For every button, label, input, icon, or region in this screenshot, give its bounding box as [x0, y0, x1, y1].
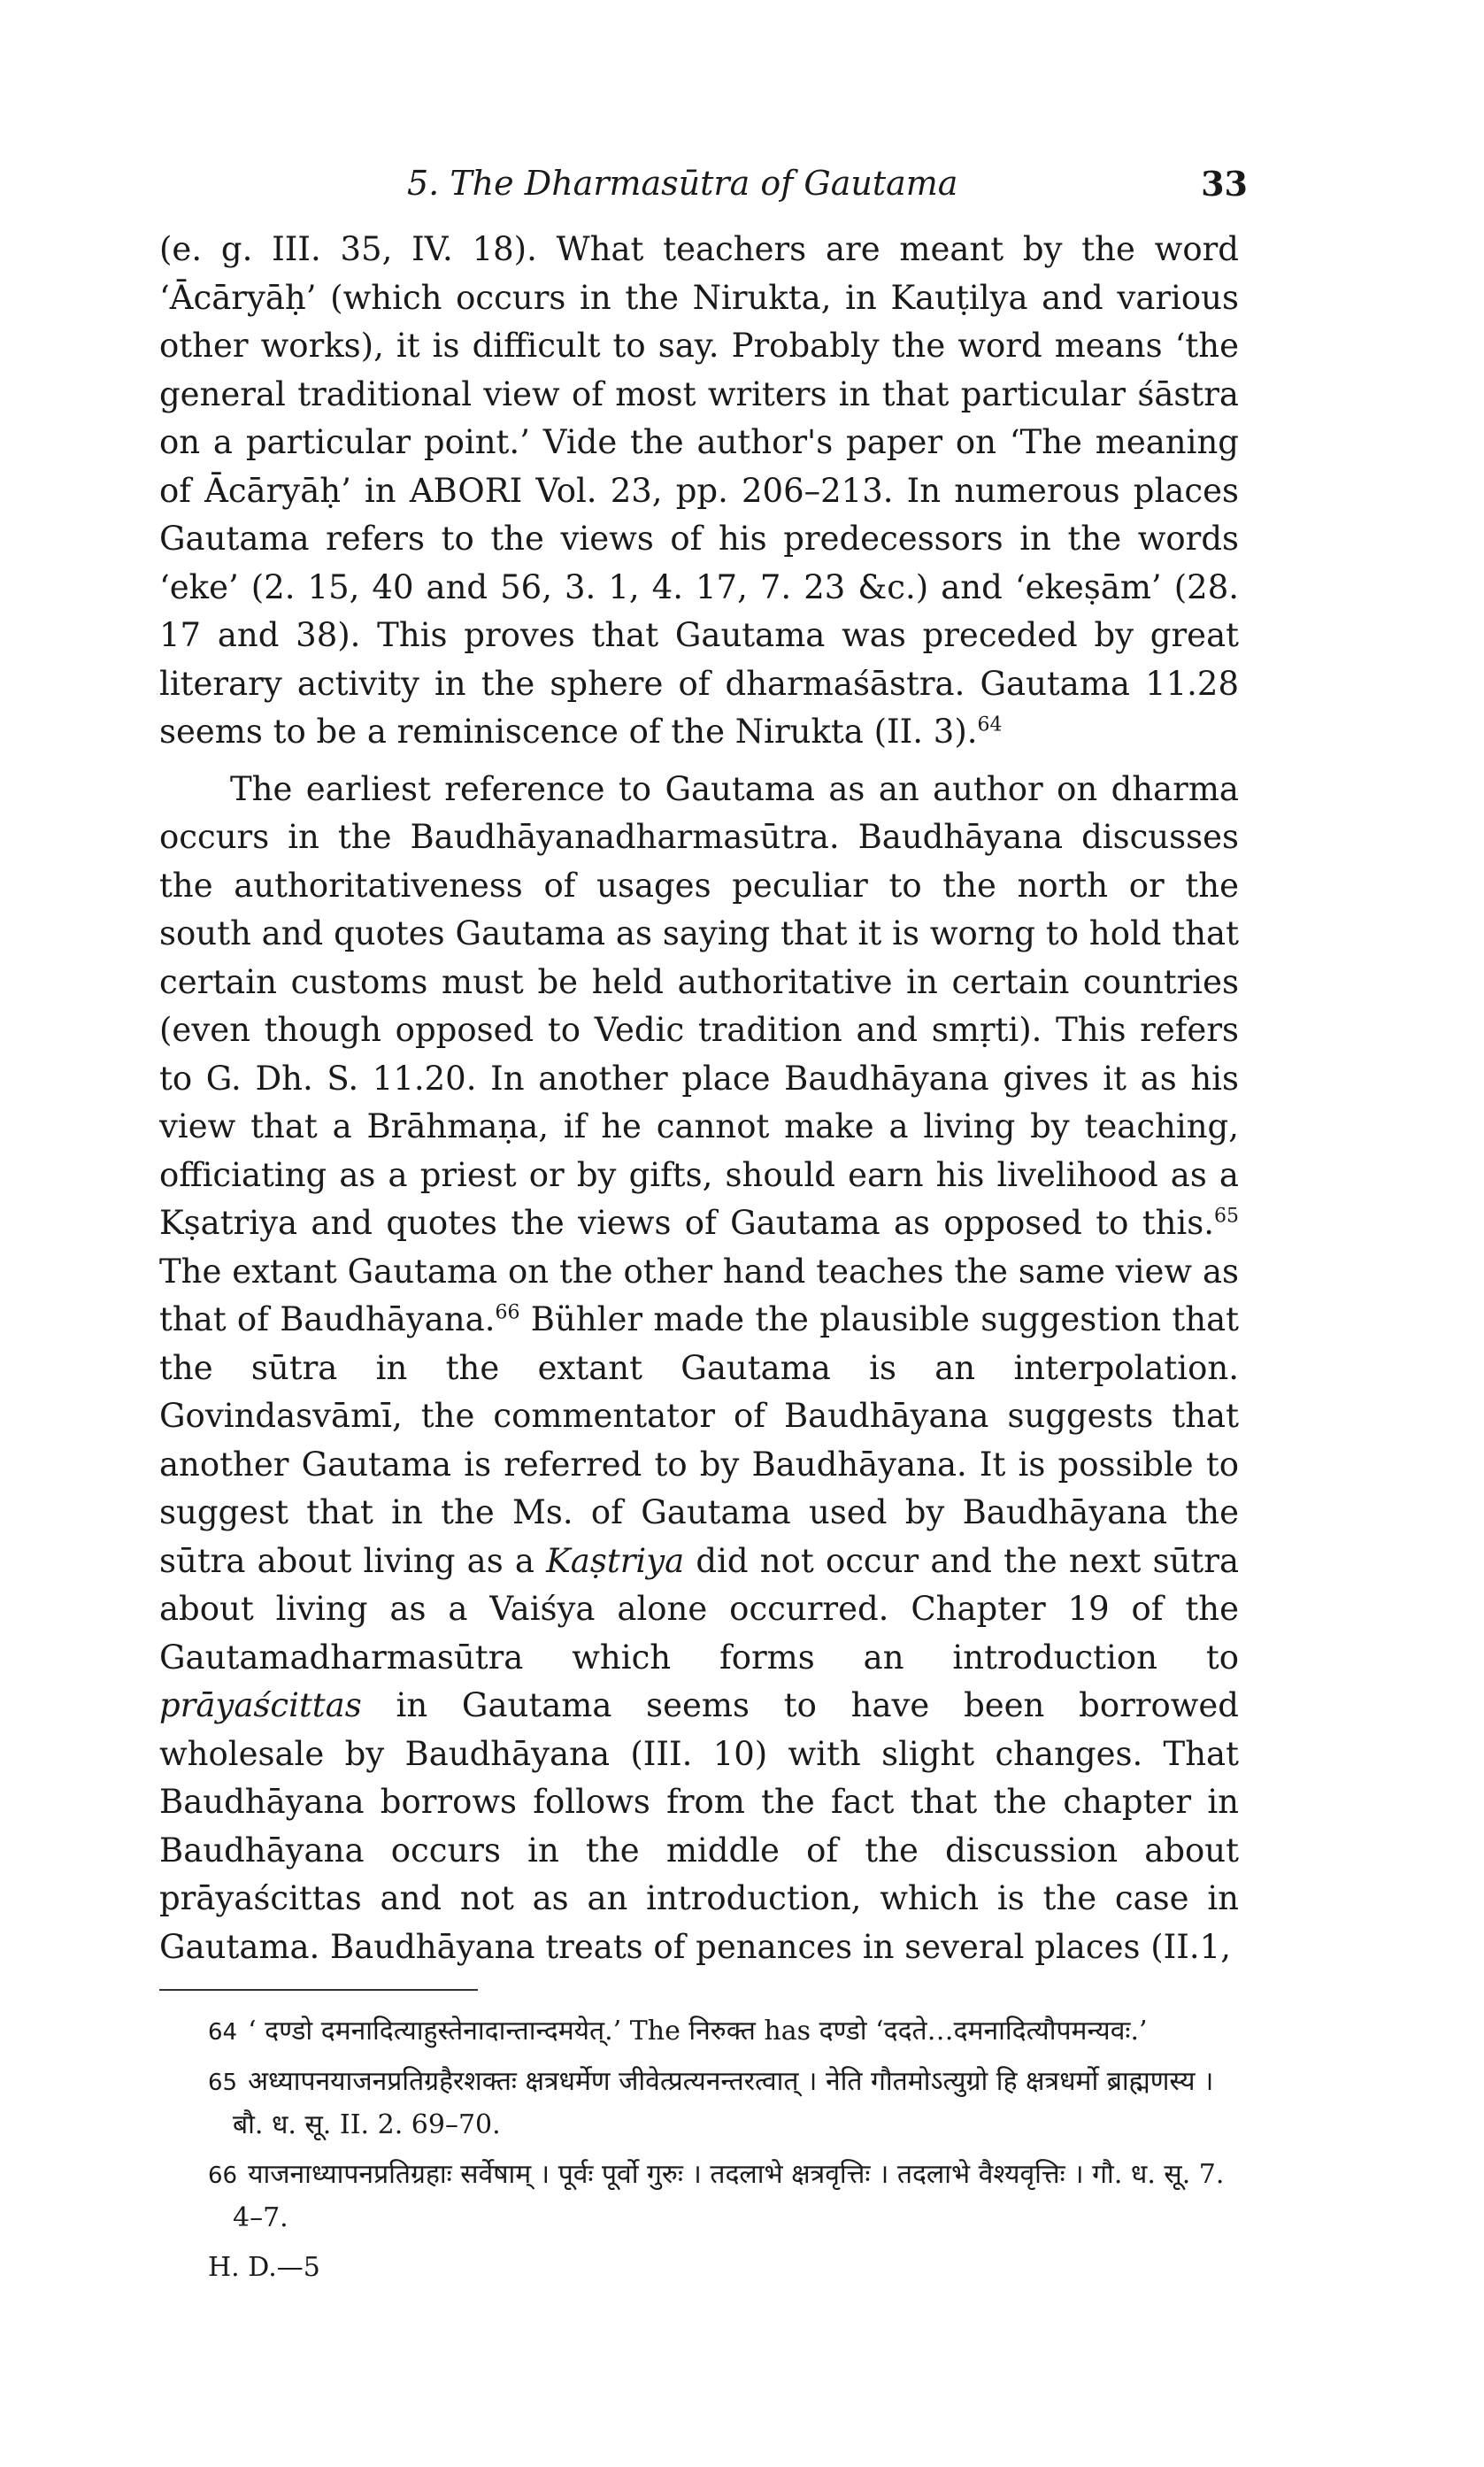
footnote-ref-64: 64: [977, 713, 1003, 736]
footnote-ref-65: 65: [1214, 1205, 1239, 1228]
footnote-ref-66: 66: [495, 1301, 520, 1324]
paragraph-1: [159, 226, 1239, 757]
paragraph-2: [159, 766, 1239, 1972]
document-page: [159, 164, 1248, 2289]
paragraph-2-text-e: in Gautama seems to have been borrowed wholesale by Baudhāyana (III. 10) with slight changes. That Baudhāyana borrows follows from the fact that the chapter in Baudhāyana occurs in the middle of the discussion about prāyaścittas and not as an introduction, which is the case in Gautama. Baudhāyana treats of penances in several places (II.1,: [159, 1686, 1239, 1966]
paragraph-2-text-b: The extant Gautama on the other hand teaches the same view as that of Baudhāyana.: [159, 1252, 1239, 1338]
footnote-66: [208, 2154, 1239, 2240]
paragraph-2-text-a: The earliest reference to Gautama as an author on dharma occurs in the Baudhāyanadharmasūtra. Baudhāyana discusses the authoritativeness of usages peculiar to the north or the south and quotes Gautama as saying that it is worng to hold that certain customs must be held authoritative in certain countries (even though opposed to Vedic tradition and smṛti). This refers to G. Dh. S. 11.20. In another place Baudhāyana gives it as his view that a Brāhmaṇa, if he cannot make a living by teaching, officiating as a priest or by gifts, should earn his livelihood as a Kṣatriya and quotes the views of Gautama as opposed to this.: [159, 769, 1239, 1242]
running-header: [159, 164, 1248, 226]
footnote-text: ‘ दण्डो दमनादित्याहुस्तेनादान्तान्दमयेत्.’ The निरुक्त has दण्डो ‘ददते…दमनादित्यौपमन्यवः.’: [248, 2016, 1148, 2047]
footnote-65: [208, 2061, 1239, 2147]
footnote-number: 64: [208, 2019, 238, 2046]
signature-mark: H. D.—5: [208, 2252, 320, 2283]
paragraph-2-italic-kastriya: Kaṣtriya: [546, 1541, 685, 1580]
footnote-number: 66: [208, 2162, 238, 2189]
paragraph-2-text-c: Bühler made the plausible suggestion that the sūtra in the extant Gautama is an interpolation. Govindasvāmī, the commentator of Baudhāyana suggests that another Gautama is referred to by Baudhāyana. It is possible to suggest that in the Ms. of Gautama used by Baudhāyana the sūtra about living as a: [159, 1300, 1239, 1580]
footnotes: [159, 2010, 1239, 2289]
footnote-text: अध्यापनयाजनप्रतिग्रहैरशक्तः क्षत्रधर्मेण जीवेत्प्रत्यनन्तरत्वात् । नेति गौतमोऽत्युग्रो हि क्षत्रधर्मो ब्राह्मणस्य । बौ. ध. सू. II. 2. 69–70.: [233, 2066, 1214, 2140]
page-number: 33: [1201, 164, 1248, 204]
footnote-text: याजनाध्यापनप्रतिग्रहाः सर्वेषाम् । पूर्वः पूर्वो गुरुः । तदलाभे क्षत्रवृत्तिः । तदलाभे वैश्यवृत्तिः । गौ. ध. सू. 7. 4–7.: [233, 2159, 1225, 2233]
running-title: 5. The Dharmasūtra of Gautama: [407, 164, 958, 203]
footnote-divider: [159, 1989, 478, 1991]
footnote-number: 65: [208, 2070, 238, 2096]
footnote-64: [208, 2010, 1239, 2054]
paragraph-1-text: (e. g. III. 35, IV. 18). What teachers are meant by the word ‘Ācāryāḥ’ (which occurs in the Nirukta, in Kauṭilya and various other works), it is difficult to say. Probably the word means ‘the general traditional view of most writers in that particular śāstra on a particular point.’ Vide the author's paper on ‘The meaning of Ācāryāḥ’ in ABORI Vol. 23, pp. 206–213. In numerous places Gautama refers to the views of his predecessors in the words ‘eke’ (2. 15, 40 and 56, 3. 1, 4. 17, 7. 23 &c.) and ‘ekeṣām’ (28. 17 and 38). This proves that Gautama was preceded by great literary activity in the sphere of dharmaśāstra. Gautama 11.28 seems to be a reminiscence of the Nirukta (II. 3).: [159, 230, 1239, 751]
paragraph-2-text-d: did not occur and the next sūtra about living as a Vaiśya alone occurred. Chapter 19 of the Gautamadharmasūtra which forms an introduction to: [159, 1541, 1240, 1677]
paragraph-2-italic-prayascittas: prāyaścittas: [159, 1686, 362, 1724]
